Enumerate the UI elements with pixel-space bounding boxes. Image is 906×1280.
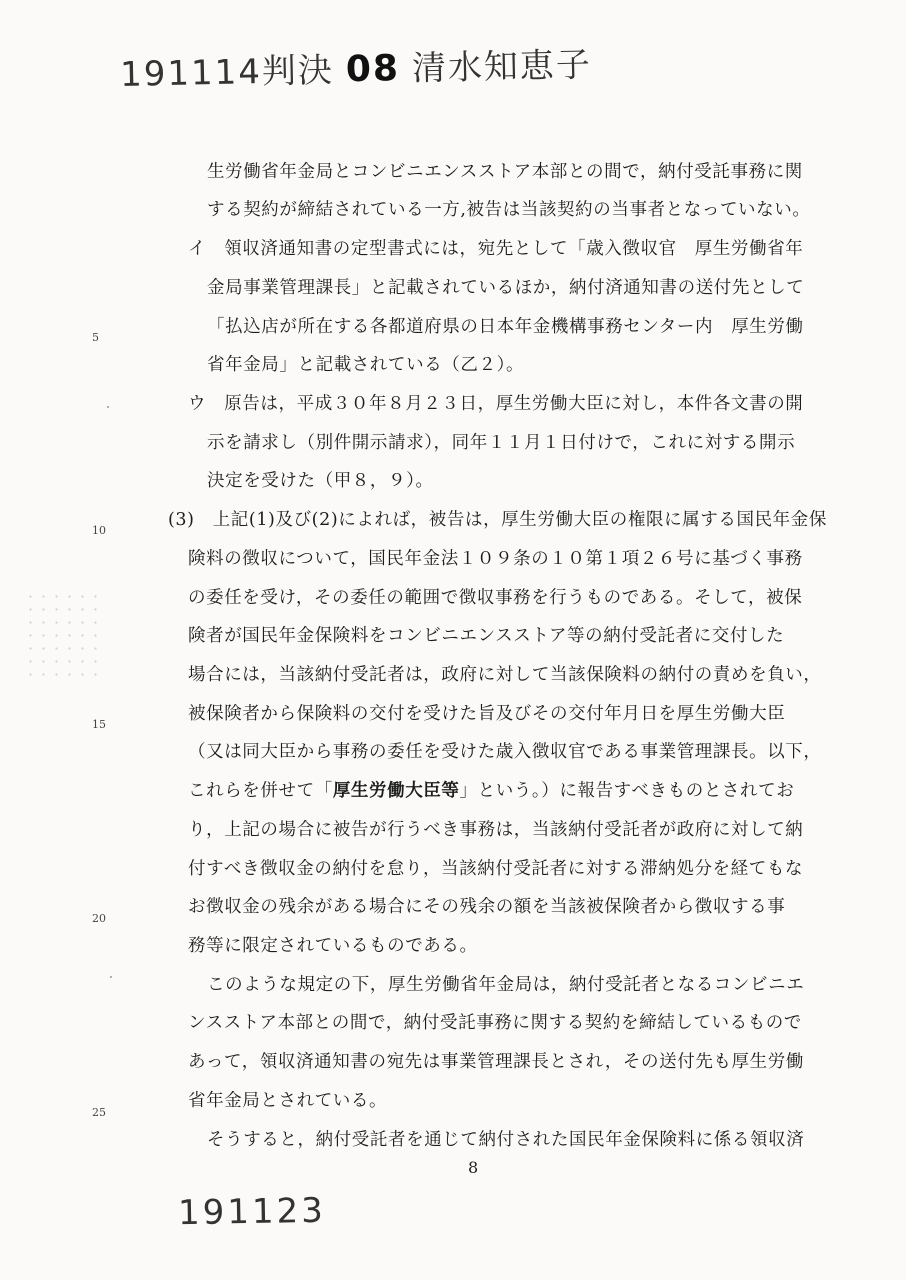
text-line-with-bold bbox=[188, 779, 794, 803]
defined-term: 厚生労働大臣等 bbox=[332, 781, 460, 801]
line-number-25: 25 bbox=[92, 1106, 106, 1119]
text-segment: 」という。）に報告すべきものとされてお bbox=[459, 781, 795, 801]
text-line: （又は同大臣から事務の委任を受けた歳入徴収官である事業管理課長。以下， bbox=[188, 742, 822, 762]
text-line: このような規定の下，厚生労働省年金局は，納付受託者となるコンビニエ bbox=[207, 975, 805, 995]
text-line: 金局事業管理課長」と記載されているほか，納付済通知書の送付先として bbox=[207, 278, 805, 298]
text-line: イ 領収済通知書の定型書式には，宛先として「歳入徴収官 厚生労働省年 bbox=[188, 239, 804, 259]
text-line: 被保険者から保険料の交付を受けた旨及びその交付年月日を厚生労働大臣 bbox=[188, 704, 786, 724]
text-line: 示を請求し（別件開示請求），同年１１月１日付けで，これに対する開示 bbox=[207, 433, 796, 453]
text-line: り，上記の場合に被告が行うべき事務は，当該納付受託者が政府に対して納 bbox=[188, 820, 804, 840]
text-line: 決定を受けた（甲８，９）。 bbox=[207, 471, 434, 491]
text-line: 「払込店が所在する各都道府県の日本年金機構事務センター内 厚生労働 bbox=[207, 317, 804, 337]
text-line: (3) 上記(1)及び(2)によれば，被告は，厚生労働大臣の権限に属する国民年金保 bbox=[168, 510, 827, 530]
scan-speck bbox=[110, 976, 112, 978]
handwritten-number: 08 bbox=[345, 48, 401, 91]
text-line: する契約が締結されている一方,被告は当該契約の当事者となっていない。 bbox=[207, 200, 811, 220]
text-line: の委任を受け，その委任の範囲で徴収事務を行うものである。そして，被保 bbox=[188, 588, 803, 608]
page-number: 8 bbox=[468, 1158, 479, 1177]
handwritten-name: 清水知恵子 bbox=[411, 45, 593, 89]
text-line: あって，領収済通知書の宛先は事業管理課長とされ，その送付先も厚生労働 bbox=[188, 1052, 804, 1072]
text-line: お徴収金の残余がある場合にその残余の額を当該被保険者から徴収する事 bbox=[188, 897, 786, 917]
line-number-15: 15 bbox=[92, 718, 106, 731]
line-number-20: 20 bbox=[92, 912, 106, 925]
handwritten-date: 191114判決 bbox=[119, 50, 335, 95]
text-line: そうすると，納付受託者を通じて納付された国民年金保険料に係る領収済 bbox=[207, 1130, 805, 1150]
scan-dot-pattern bbox=[24, 590, 104, 680]
text-line: 険者が国民年金保険料をコンビニエンスストア等の納付受託者に交付した bbox=[188, 626, 785, 646]
text-line: 付すべき徴収金の納付を怠り，当該納付受託者に対する滞納処分を経てもな bbox=[188, 859, 804, 879]
text-line: ンスストア本部との間で，納付受託事務に関する契約を締結しているもので bbox=[188, 1013, 802, 1033]
text-line: 険料の徴収について，国民年金法１０９条の１０第１項２６号に基づく事務 bbox=[188, 549, 803, 569]
line-number-10: 10 bbox=[92, 524, 106, 537]
text-line: 務等に限定されているものである。 bbox=[188, 936, 478, 956]
text-line: 省年金局とされている。 bbox=[188, 1091, 388, 1111]
text-segment: これらを併せて「 bbox=[188, 781, 333, 801]
handwritten-header bbox=[120, 37, 593, 96]
text-line: ウ 原告は，平成３０年８月２３日，厚生労働大臣に対し，本件各文書の開 bbox=[188, 394, 804, 414]
text-line: 生労働省年金局とコンビニエンスストア本部との間で，納付受託事務に関 bbox=[207, 162, 803, 182]
handwritten-footer-date: 191123 bbox=[177, 1190, 327, 1234]
scan-speck bbox=[107, 406, 109, 408]
text-line: 場合には，当該納付受託者は，政府に対して当該保険料の納付の責めを負い， bbox=[188, 665, 822, 685]
text-line: 省年金局」と記載されている（乙２）。 bbox=[207, 355, 525, 375]
line-number-5: 5 bbox=[92, 331, 99, 344]
